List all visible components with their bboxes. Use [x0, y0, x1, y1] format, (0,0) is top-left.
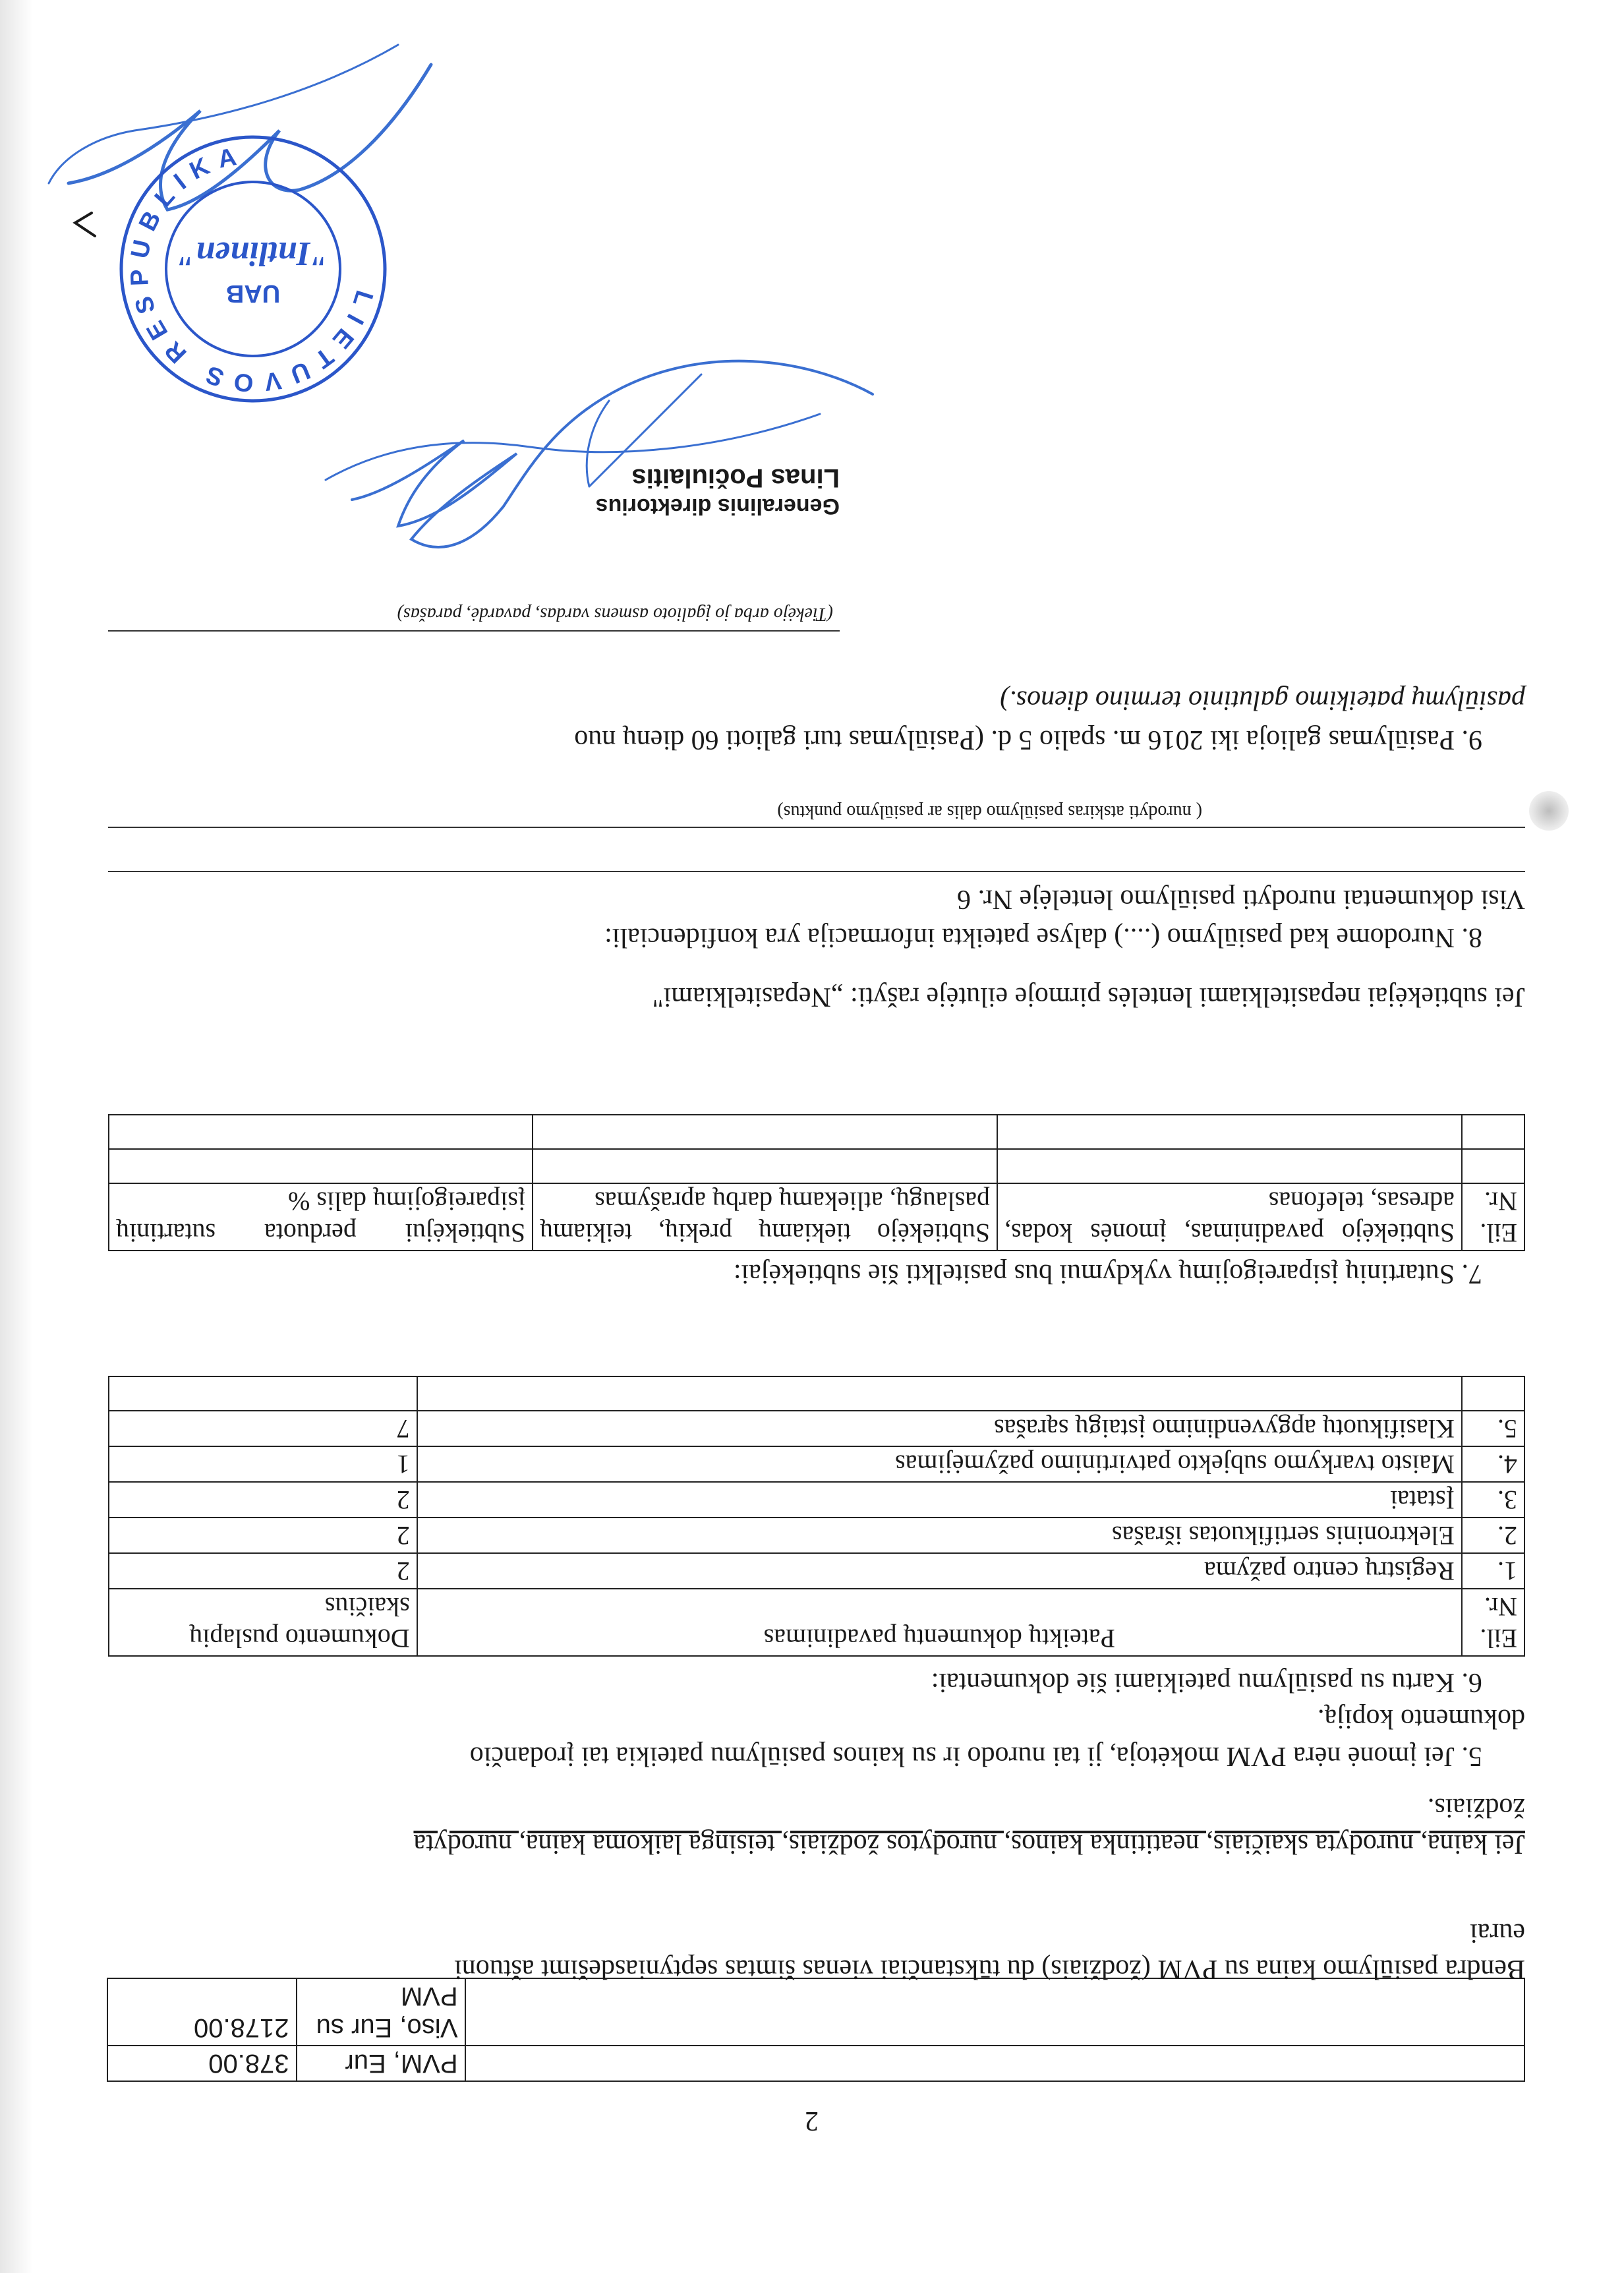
doc-pages: 7 [109, 1411, 417, 1446]
col-header-name: Pateiktų dokumentų pavadinimas [417, 1589, 1462, 1656]
table-row [107, 2046, 1524, 2081]
doc-name: Registrų centro pažyma [417, 1553, 1462, 1589]
col-header-no: Eil. Nr. [1462, 1589, 1524, 1656]
doc-no: 2. [1462, 1518, 1524, 1553]
documents-heading: 6. Kartu su pasiūlymu pateikiami šie dokumentai: [931, 1667, 1482, 1697]
table-row [109, 1482, 1524, 1518]
table-row [109, 1446, 1524, 1482]
vat-label: PVM, Eur [297, 2046, 465, 2081]
confidential-rule-2 [108, 827, 1525, 828]
doc-name [417, 1376, 1462, 1411]
doc-name: Elektroninis sertifikuotas išrašas [417, 1518, 1462, 1553]
confidential-caption: ( nurodyti atskiras pasiūlymo dalis ar pasiūlymo punktus) [777, 802, 1202, 822]
doc-name: Įstatai [417, 1482, 1462, 1518]
doc-pages: 2 [109, 1518, 417, 1553]
table-row [107, 1978, 1524, 2046]
signer-name: Linas Počiulaitis [631, 463, 840, 492]
price-rule-line2: žodžiais. [1427, 1792, 1525, 1823]
vat-value: 378.00 [107, 2046, 297, 2081]
table-row [109, 1411, 1524, 1446]
doc-pages [109, 1376, 417, 1411]
table-row [109, 1183, 1524, 1251]
table-row [109, 1149, 1524, 1183]
documents-table [108, 1376, 1525, 1657]
signature-rule [108, 630, 840, 632]
doc-pages: 2 [109, 1482, 417, 1518]
price-rule-line1: Jei kaina, nurodyta skaičiais, neatitinka kainos, nurodytos žodžiais, teisinga laikoma kaina, nurodyta [413, 1829, 1525, 1859]
col-header-share: Subtiekėjui perduota sutartinių įsipareigojimų dalis % [109, 1183, 533, 1251]
vat-note-line1: 5. Jei įmonė nėra PVM mokėtoja, ji tai nurodo ir su kainos pasiūlymu pateikia tai įrodančio [469, 1741, 1482, 1771]
confidential-rule-1 [108, 871, 1525, 872]
doc-no: 4. [1462, 1446, 1524, 1482]
doc-no: 1. [1462, 1553, 1524, 1589]
signature-caption: (Tiekėjo arba jo įgalioto asmens vardas, pavardė, parašas) [397, 604, 833, 624]
doc-no [1462, 1376, 1524, 1411]
doc-name: Maisto tvarkymo subjekto patvirtinimo pažymėjimas [417, 1446, 1462, 1482]
signature-mark-1 [306, 322, 899, 612]
confidential-line1: 8. Nurodome kad pasiūlymo (....) dalyse pateikta informacija yra konfidenciali: [604, 922, 1482, 953]
company-stamp [115, 131, 392, 407]
stamp-outer-text: LIETUVOS RESPUBLIKA [125, 141, 378, 398]
price-words-line1: Bendra pasiūlymo kaina su PVM (žodžiais) du tūkstančiai vienas šimtas septyniasdešimt aštuoni [454, 1954, 1525, 1984]
subcontractors-table [108, 1114, 1525, 1251]
doc-pages: 1 [109, 1446, 417, 1482]
doc-no: 3. [1462, 1482, 1524, 1518]
price-words-line2: eurai [1470, 1918, 1525, 1948]
doc-no: 5. [1462, 1411, 1524, 1446]
table-row [109, 1518, 1524, 1553]
signer-title: Generalinis direktorius [595, 494, 840, 519]
total-label: Viso, Eur su PVM [297, 1978, 465, 2046]
table-row [109, 1553, 1524, 1589]
subcontractors-heading: 7. Sutartinių įsipareigojimų vykdymui bus pasitelkti šie subtiekėjai: [733, 1258, 1482, 1289]
validity-text: 9. Pasiūlymas galioja iki 2016 m. spalio 5 d. (Pasiūlymas turi galioti 60 dienų nuo [574, 724, 1482, 755]
stamp-company-type: UAB [225, 280, 281, 307]
vat-note-line2: dokumento kopiją. [1318, 1703, 1525, 1734]
col-header-name: Subtiekėjo pavadinimas, įmonės kodas, adresas, telefonas [997, 1183, 1462, 1251]
col-header-no: Eil. Nr. [1462, 1183, 1524, 1251]
doc-name: Klasifikuotų apgyvendinimo įstaigų sąrašas [417, 1411, 1462, 1446]
col-header-pages: Dokumento puslapių skaičius [109, 1589, 417, 1656]
doc-pages: 2 [109, 1553, 417, 1589]
table-row [109, 1376, 1524, 1411]
subcontractors-note: Jei subtiekėjai nepasitelkiami lentelės pirmoje eilutėje rašyti: „Nepasitelkiami" [652, 982, 1525, 1012]
vat-table [107, 1978, 1525, 2082]
confidential-line2: Visi dokumentai nurodyti pasiūlymo lentelėje Nr. 6 [957, 884, 1525, 914]
col-header-description: Subtiekėjo tiekiamų prekių, teikiamų paslaugų, atliekamų darbų aprašymas [533, 1183, 997, 1251]
page-number: 2 [805, 2106, 819, 2136]
table-row [109, 1115, 1524, 1149]
table-row [109, 1589, 1524, 1656]
validity-line2: pasiūlymų pateikimo galutinio termino dienos.) [1000, 685, 1525, 715]
total-value: 2178.00 [107, 1978, 297, 2046]
stamp-company-name: "Intlinen" [177, 235, 330, 272]
validity-line1 [574, 723, 1482, 757]
